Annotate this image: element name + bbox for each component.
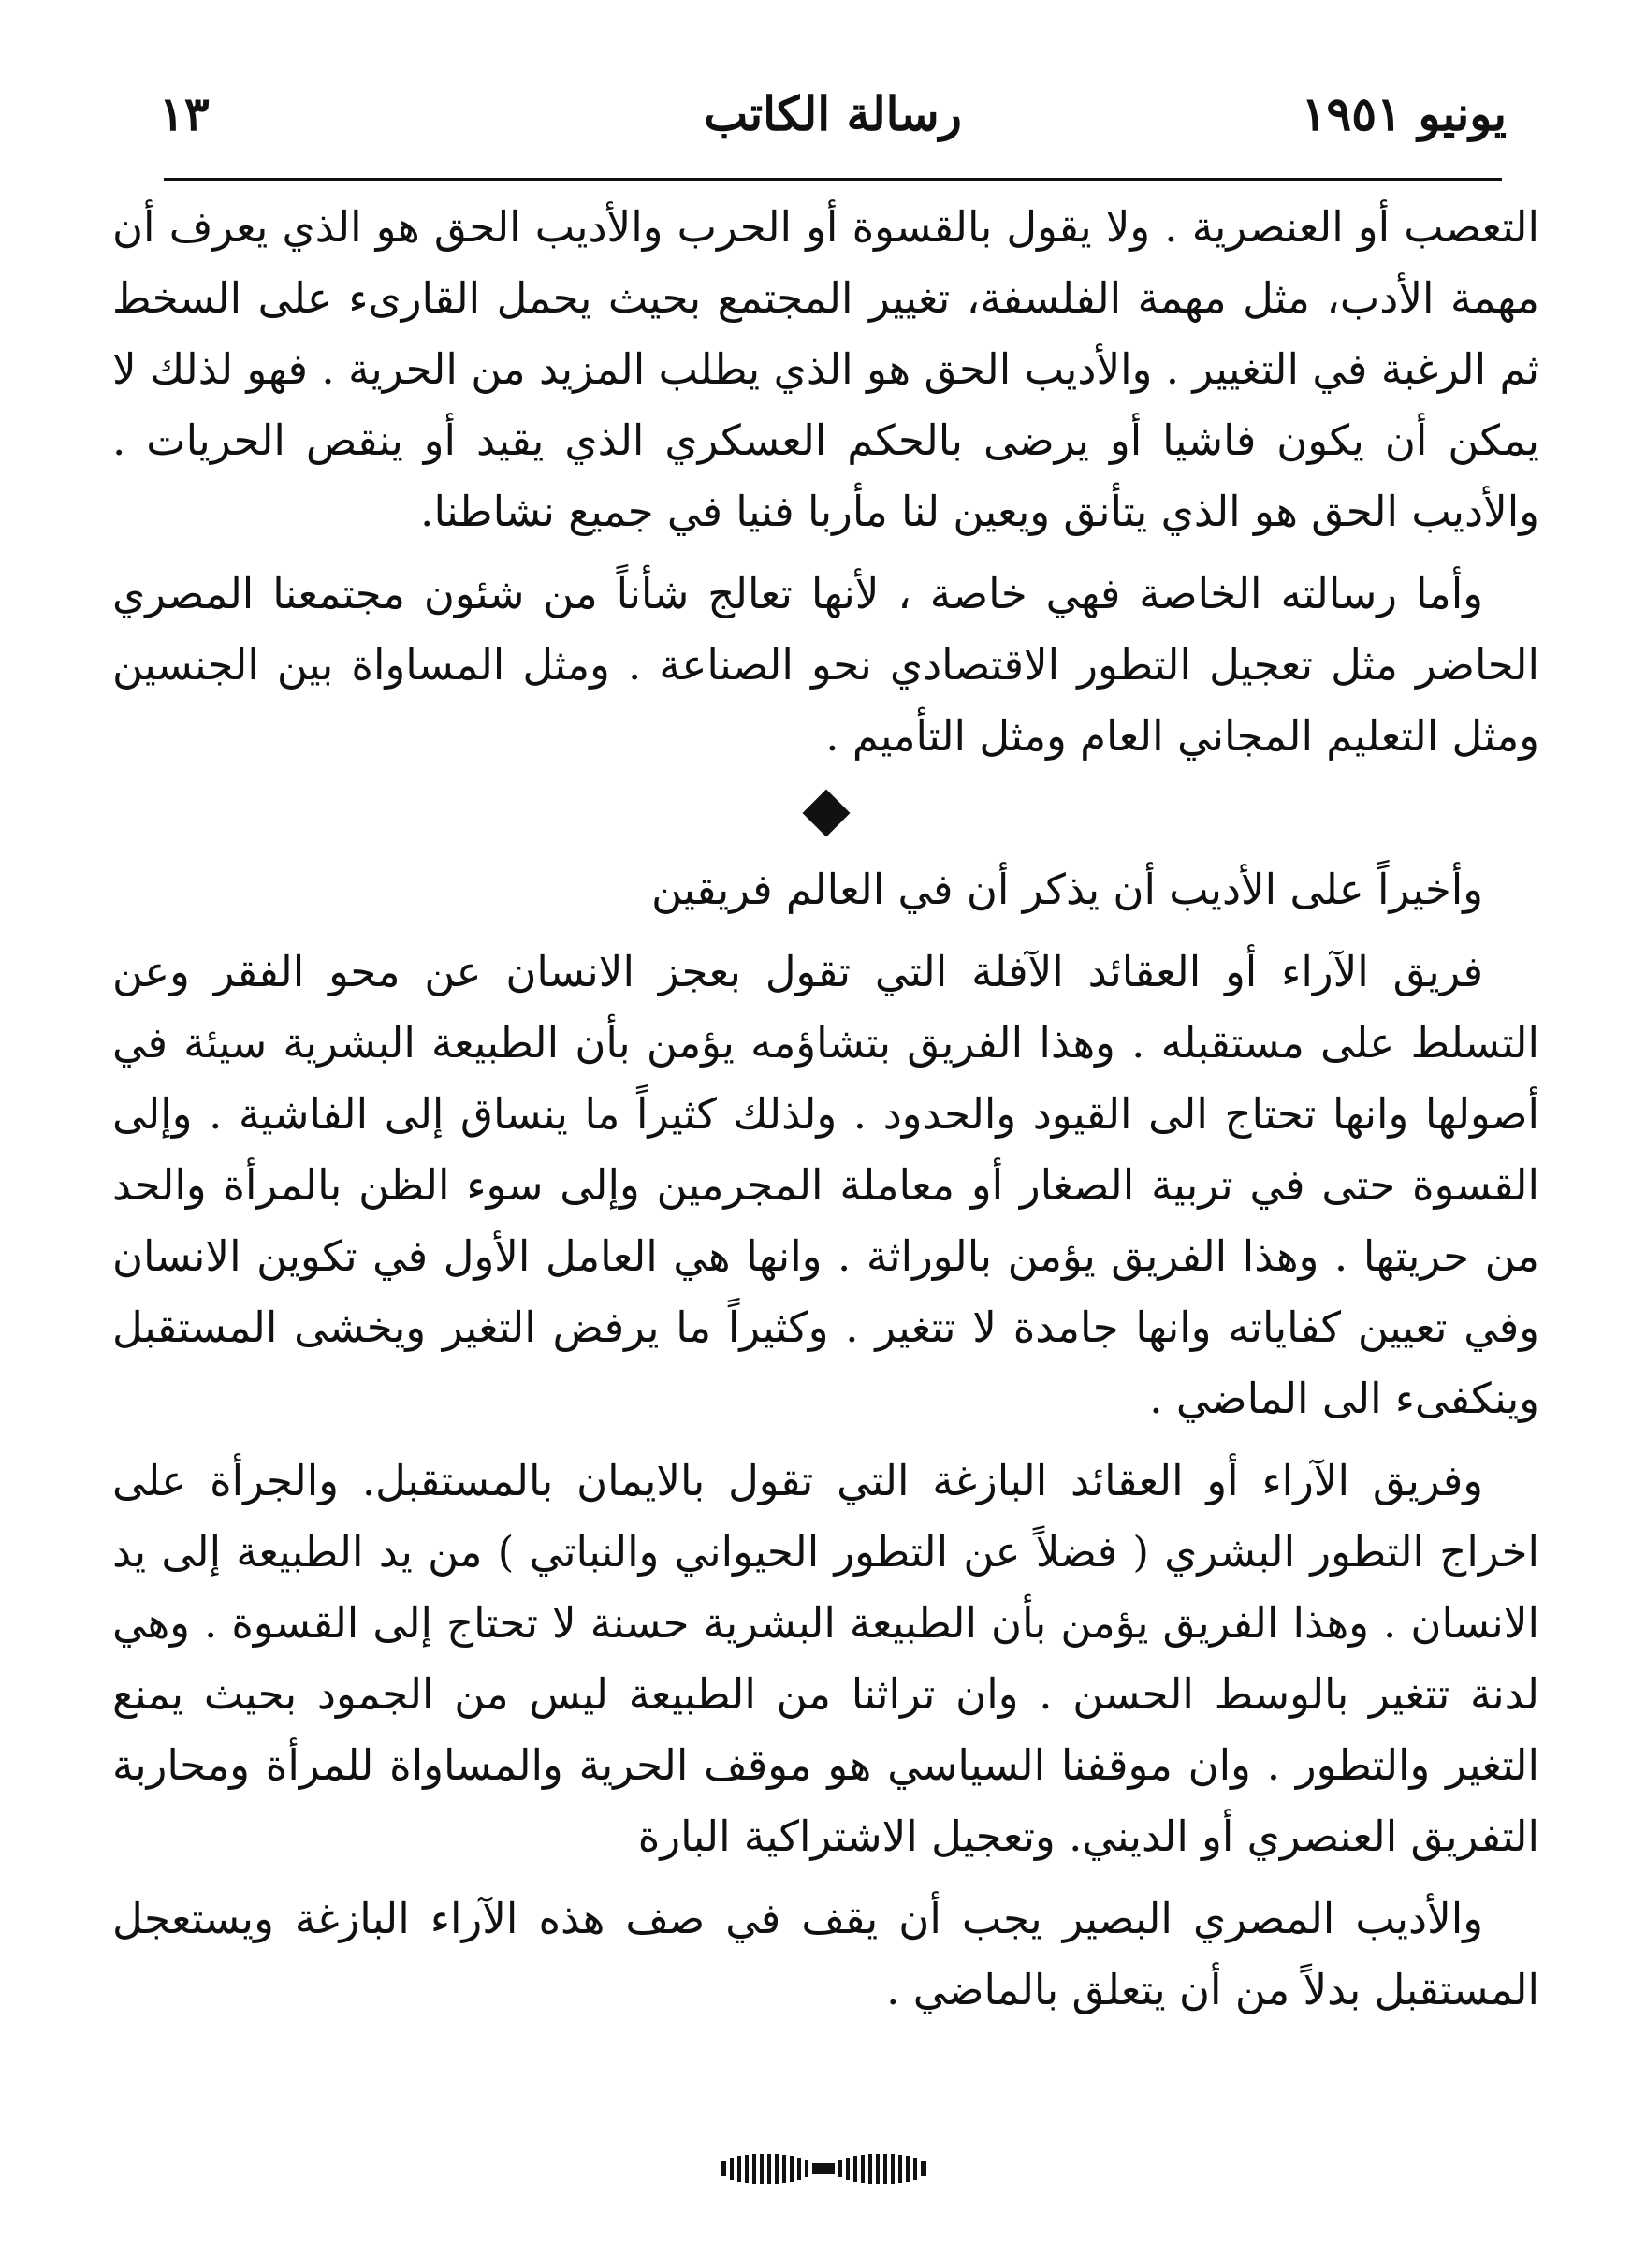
paragraph-5: وفريق الآراء أو العقائد البازغة التي تقول بالايمان بالمستقبل. والجرأة على اخراج التطور البشري ( فضلاً عن التطور الحيواني والنباتي ) من يد الطبيعة إلى يد الانسان . وهذا الفريق يؤمن بأن الطبيعة البشرية حسنة لا تحتاج إلى القسوة . وهي لدنة تتغير بالوسط الحسن . وان تراثنا من الطبيعة ليس من الجمود بحيث يمنع التغير والتطور . وان موقفنا السياسي هو موقف الحرية والمساواة للمرأة ومحاربة التفريق العنصري أو الديني. وتعجيل الاشتراكية البارة xyxy=(112,1456,1539,1861)
section-divider xyxy=(112,783,1539,849)
end-ornament-icon xyxy=(721,2152,926,2186)
paragraph-3: وأخيراً على الأديب أن يذكر أن في العالم فريقين xyxy=(651,865,1483,914)
diamond-ornament-icon xyxy=(802,790,850,837)
paragraph-2: وأما رسالته الخاصة فهي خاصة ، لأنها تعالج شأناً من شئون مجتمعنا المصري الحاضر مثل تعجيل التطور الاقتصادي نحو الصناعة . ومثل المساواة بين الجنسين ومثل التعليم المجاني العام ومثل التأميم . xyxy=(112,569,1539,761)
header-title: رسالة الكاتب xyxy=(704,86,962,141)
paragraph-4: فريق الآراء أو العقائد الآفلة التي تقول بعجز الانسان عن محو الفقر وعن التسلط على مستقبله . وهذا الفريق بتشاؤمه يؤمن بأن الطبيعة البشرية سيئة في أصولها وانها تحتاج الى القيود والحدود . ولذلك كثيراً ما ينساق إلى الفاشية . وإلى القسوة حتى في تربية الصغار أو معاملة المجرمين وإلى سوء الظن بالمرأة والحد من حريتها . وهذا الفريق يؤمن بالوراثة . وانها هي العامل الأول في تكوين الانسان وفي تعيين كفاياته وانها جامدة لا تتغير . وكثيراً ما يرفض التغير ويخشى المستقبل وينكفىء الى الماضي . xyxy=(112,947,1539,1423)
page-header xyxy=(159,86,1507,152)
paragraph-1: التعصب أو العنصرية . ولا يقول بالقسوة أو الحرب والأديب الحق هو الذي يعرف أن مهمة الأدب، مثل مهمة الفلسفة، تغيير المجتمع بحيث يحمل القارىء على السخط ثم الرغبة في التغيير . والأديب الحق هو الذي يطلب المزيد من الحرية . فهو لذلك لا يمكن أن يكون فاشيا أو يرضى بالحكم العسكري الذي يقيد أو ينقص الحريات . والأديب الحق هو الذي يتأنق ويعين لنا مأربا فنيا في جميع نشاطنا. xyxy=(112,202,1539,536)
paragraph-6: والأديب المصري البصير يجب أن يقف في صف هذه الآراء البازغة ويستعجل المستقبل بدلاً من أن يتعلق بالماضي . xyxy=(112,1894,1539,2014)
article-body xyxy=(112,192,1539,2037)
page-number: ١٣ xyxy=(159,86,210,141)
header-divider xyxy=(164,178,1502,181)
header-date: يونيو ١٩٥١ xyxy=(1301,86,1507,141)
